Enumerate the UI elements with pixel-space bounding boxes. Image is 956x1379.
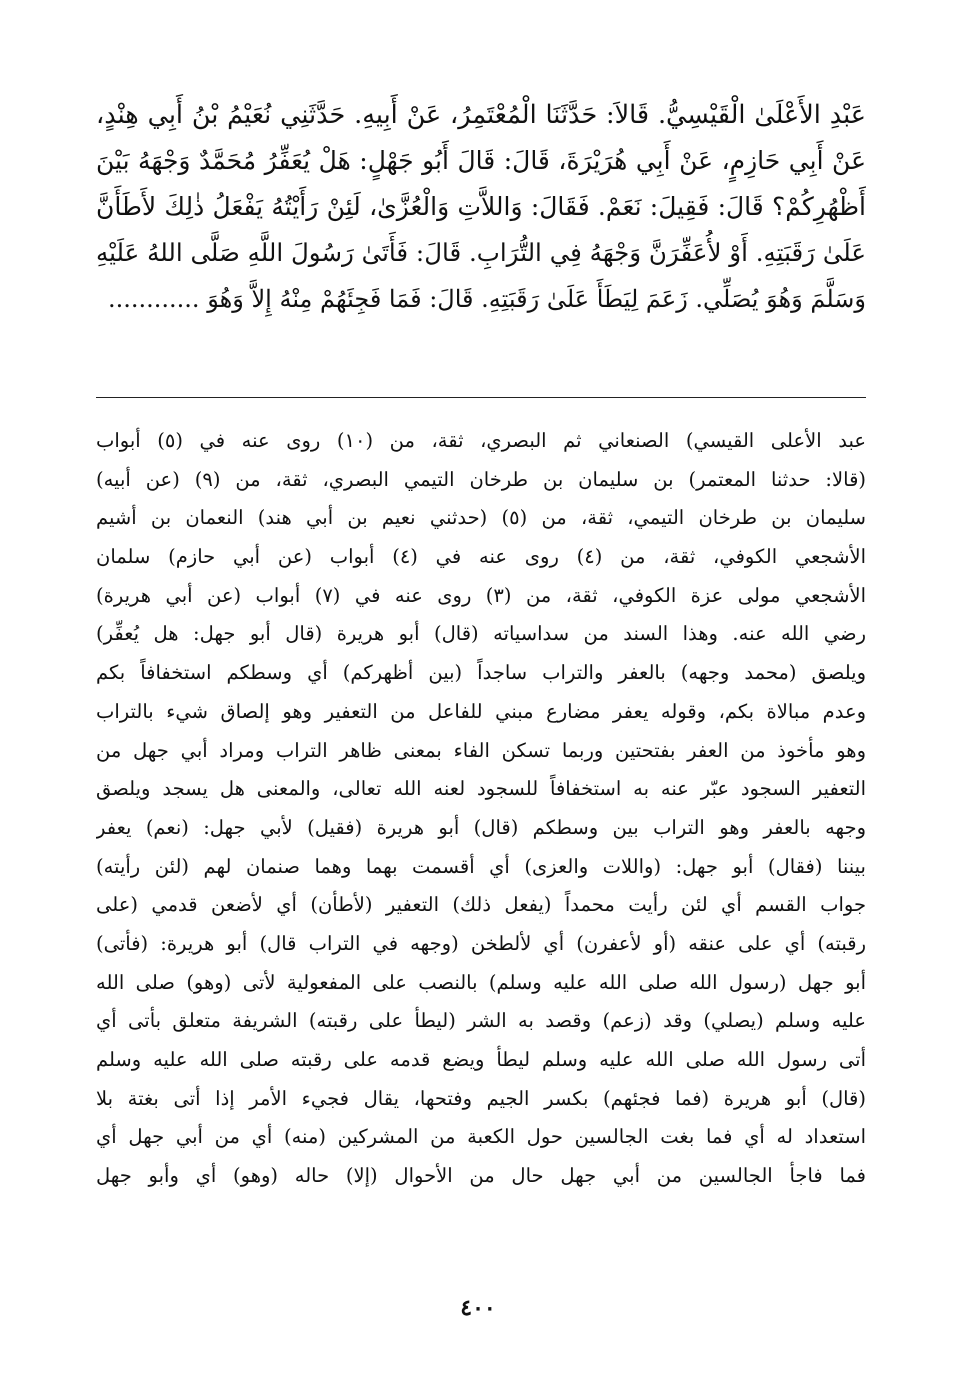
hadith-line: عَلَىٰ رَقَبَتِهِ. أَوْ لأُعَفِّرَنَّ وَجْهَهُ فِي التُّرَابِ. قَالَ: فَأَتَىٰ رَسُولَ اللَّهِ صَلَّى اللهُ عَلَيْهِ	[96, 238, 866, 267]
hadith-line: وَسَلَّمَ وَهُوَ يُصَلِّي. زَعَمَ لِيَطَأَ عَلَىٰ رَقَبَتِهِ. قَالَ: فَمَا فَجِئَهُمْ مِنْهُ إِلاَّ وَهُوَ ............	[108, 285, 866, 313]
commentary-line: عليه وسلم (يصلي) وقد (زعم) وقصد به الشر (ليطأ على رقبته) الشريفة متعلق بأتى أي	[96, 1009, 866, 1033]
commentary-line: رضي الله عنه. وهذا السند من سداسياته (قال) أبو هريرة (قال أبو جهل: هل يُعفِّر)	[96, 622, 866, 646]
commentary-line: سليمان بن طرخان التيمي، ثقة، من (٥) (حدثني نعيم بن أبي هند) النعمان بن أشيم	[96, 506, 866, 530]
hadith-line: عَنْ أَبِي حَازِمٍ، عَنْ أَبِي هُرَيْرَةَ، قَالَ: قَالَ أَبُو جَهْلٍ: هَلْ يُعَفِّرُ مُحَمَّدٌ وَجْهَهُ بَيْنَ	[96, 146, 866, 175]
commentary-line: ويلصق (محمد وجهه) بالعفر والتراب ساجداً (بين أظهركم) أي وسطكم استخفافاً بكم	[96, 661, 866, 685]
commentary-line: بيننا (فقال) أبو جهل: (واللات والعزى) أي أقسمت بهما وهما صنمان لهم (لئن رأيته)	[96, 854, 866, 878]
commentary-line: وجهه بالعفر وهو التراب بين وسطكم (قال) أبو هريرة (فقيل) لأبي جهل: (نعم) يعفر	[96, 815, 866, 839]
hadith-line: أَظْهُرِكُمْ؟ قَالَ: فَقِيلَ: نَعَمْ. فَقَالَ: وَاللاَّتِ وَالْعُزَّىٰ، لَئِنْ رَأَيْتُهُ يَفْعَلُ ذٰلِكَ لأَطَأَنَّ	[96, 192, 866, 221]
commentary-line: التعفير السجود عبّر عنه به استخفافاً للسجود لعنه الله تعالى، والمعنى هل يسجد ويلصق	[96, 777, 866, 801]
commentary-line: وهو مأخوذ من العفر بفتحتين وربما تسكن الفاء بمعنى ظاهر التراب ومراد أبي جهل من	[96, 738, 866, 762]
commentary-line: الأشجعي مولى عزة الكوفي، ثقة، من (٣) روى عنه في (٧) أبواب (عن أبي هريرة)	[96, 583, 866, 607]
commentary-line: فما فاجأ الجالسين من أبي جهل حال من الأحوال (إلا) حاله (وهو) أي وأبو جهل	[96, 1164, 866, 1188]
page-number: ٤٠٠	[460, 1295, 496, 1321]
commentary-line: (قال) أبو هريرة (فما فجئهم) بكسر الجيم وفتحها، يقال فجيء الأمر إذا أتى بغتة بلا	[96, 1086, 866, 1110]
hadith-text	[96, 92, 866, 322]
commentary-line: رقبته) أي على عنقه (أو لأعفرن) أي لألطخن (وجهه في التراب قال) أبو هريرة: (فأتى)	[96, 931, 866, 955]
hadith-line: عَبْدِ الأَعْلَىٰ الْقَيْسِيُّ. قَالاَ: حَدَّثَنَا الْمُعْتَمِرُ، عَنْ أَبِيهِ. حَدَّثَنِي نُعَيْمُ بْنُ أَبِي هِنْدٍ،	[96, 100, 866, 130]
separator-rule	[96, 397, 866, 398]
commentary-line: استعداد له أي فما بغت الجالسين حول الكعبة من المشركين (منه) أي من أبي جهل أي	[96, 1125, 866, 1149]
commentary-line: (قالا: حدثنا المعتمر) بن سليمان بن طرخان التيمي البصري، ثقة، من (٩) (عن أبيه)	[96, 467, 866, 491]
commentary-line: أبو جهل (رسول الله صلى الله عليه وسلم) بالنصب على المفعولية لأتى (وهو) صلى الله	[96, 970, 866, 994]
commentary-line: جواب القسم أي لئن رأيت محمداً (يفعل ذلك) التعفير (لأطأن) أي لأضعن قدمي (على	[96, 893, 866, 917]
commentary-line: وعدم مبالاة بكم، وقوله يعفر مضارع مبني للفاعل من التعفير وهو إلصاق شيء بالتراب	[96, 699, 866, 723]
commentary-text	[96, 422, 866, 1196]
commentary-line: الأشجعي الكوفي، ثقة، من (٤) روى عنه في (٤) أبواب (عن أبي حازم) سلمان	[96, 545, 866, 569]
commentary-line: عبد الأعلى القيسي) الصنعاني ثم البصري، ثقة، من (١٠) روى عنه في (٥) أبواب	[96, 429, 866, 452]
commentary-line: أتى رسول الله صلى الله عليه وسلم ليطأ ويضع قدمه على رقبته صلى الله عليه وسلم	[96, 1048, 866, 1071]
